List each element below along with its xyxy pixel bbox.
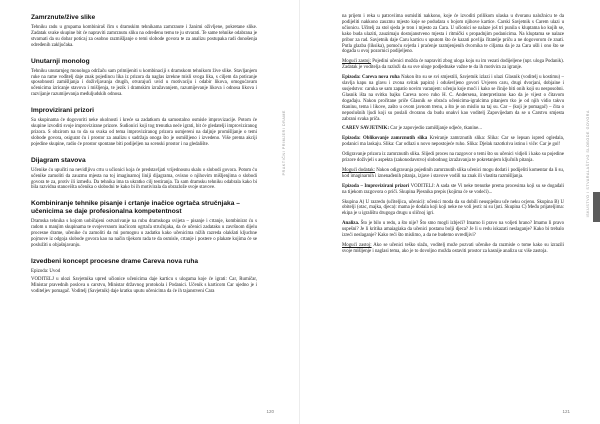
body-paragraph: Tehniku unutarnjeg monologa održaču sam primijeniti u kombinaciji s dramskom tehnikom žive slike. Stavljanjem ruke na rame vođitelj daje znak pojedincu lika iz prizora da naglas izrekne misli svoga lika, s ciljem da poticanje sposobnosti zamišljanja i doživljavanja drugih, otvarajući uvid u motivaciju i odabir likova, omogućavam učenicima izricanje stavova i mišljenja, te jezik i dramskim izražavanjem, razumijevanje likova i odnosa likova i razvijanje razumijevanja međuljudskih odnosa. bbox=[31, 68, 257, 98]
text-block bbox=[342, 152, 564, 164]
body-paragraph: Dramska tehnika s kojom uobičajeni ostvarivanje na rubu dramskoga svijeta – pisanje i crtanje, kombinirat ću s radom u manjim skupinama te svojevrsnom inačicom ogrtača stručnjaka, da će učenici zadataku u završnom dijelu procesne drame, učenike ću zamoliti da mi pomognu u zadatku kako učenicima nižih razreda olakšati kljuchne pojmove iz odgoja slobode govora kao na način tijekom rada te da osmisle, crtanje i postere o plakate kojima će se poslužiti u objašnjavanju. bbox=[31, 219, 257, 248]
section-heading: Izvedbeni koncept procesne drame Careva nova ruha bbox=[31, 257, 199, 265]
block-text: Car je zapovjedio zamišljanje odjeće, tkanine... bbox=[390, 126, 482, 132]
section-heading: Zamrznute/žive slike bbox=[31, 14, 96, 21]
block-label: Mogući dodatak: bbox=[342, 167, 375, 173]
text-block bbox=[342, 126, 564, 132]
section-heading: Improvizirani prizori bbox=[31, 107, 95, 115]
left-page-number: 120 bbox=[266, 409, 274, 414]
body-paragraph: VODITELJ u ulozi Savjetnika upred učionice učenicima daje karticu s ulogama koje će igrati: Car, Rumičar, Ministar pravednih poslova u carstvu, Ministar državnog protokola i Podanici. Učenik s karticom Car ujedno je i voditeljev pomagač. Voditelj (Savjetnik) daje kratku uputu učenicima da će ih tajanstveni Cara bbox=[31, 276, 257, 294]
block-label: Analiza. bbox=[342, 221, 360, 227]
text-block bbox=[342, 59, 564, 71]
right-page bbox=[300, 0, 600, 424]
text-block bbox=[342, 168, 564, 180]
block-text: Što je bilo u redu, a što nije? Što smo mogli izbjeći? Imamo li pravo na voljeti hrano? Imamo li pravo uspešni? Je li kritika amaiagiaka da učenici postanu bolji djeca? Je li u redu iskazati neslaganje? Kako bi trebalo izreći neslaganje? Kako reći što mislimo, a da ne budemo uvredljivi? bbox=[342, 221, 564, 239]
text-block bbox=[342, 243, 564, 255]
block-label: Epizoda: Oblikovanje zamrznutih slika bbox=[342, 136, 428, 142]
body-paragraph: Tehniku radu u grupama kombiniraš čim s dramskim tehnikama zamrznute i žanimi oživljene, pokretane slike. Zadatak svake skupine bit će napraviti zamrznutu sliku na određenu temu te ju stvarati. Te same tehnike odabrana je stvarnati da su dobar poticaj za osobno razmišljanje o temi slobode govora te za analizu postupaka radi donošenja određenih zaključaka. bbox=[31, 25, 257, 48]
body-paragraph: Epizoda: Uvod bbox=[31, 268, 61, 274]
block-text: Kreiranje zamrznutih slika: Slika: Car se lepsan ispred ogledala, podanici ma laskaju. Slika: Car odlazi u novo nepostojeće ruho. Slika: Djelak razotkriva istinu i viče: Car je gol! bbox=[342, 136, 565, 148]
block-text: na prijem i reka u patroviima osmisliti nakkono, koje će izvoditi prilikom ulaska u dvoranu naložnicu te da podijeliti nakkono zauzmu mjesto koje se podudara s bojom njihove kartice. Carski Savjetnik s Carem ulazi u učionicu. Učitelj za stol sjeda je tron i mjesto za Cara. U učionici se nalaze još tri punila s kluptama ko kojih se, kako buda ulaziti, zauzimaju dostojanstveno mjesta i ritmički s propadnjim podanicima. Na kluptama se nalaze pribor za rad. Savjetnik daje Caru karticu s uputom što će kazati povlija čitatelje priču a ne dogovorom će znati. Putla glazba (liksika), pomoću svjetla i praćenje razmjenjenih dvornika te ciljama da je za Cara ušli i ono što se događa u ovoj pozornici podijeljeno. bbox=[342, 14, 564, 55]
left-side-caption: PRAKTIČNI PRIMJERI DRAME bbox=[282, 110, 286, 176]
block-text: Ako se učenici teško slažu, voditelj može pozvati učenike da razmisle o tome kako su izrazili svoje mišljenje i naglasi tema, ako je to dovoljno možda ostaviti prostor za kasnije analizu uz više zastoja. bbox=[342, 243, 564, 254]
block-text: Pojedini učenici možda će napraviti zbog uloga koju su im vezati dodijeljene (npr. uloga Podanik). Zadatak je voditelja da razloži da su sve uloge podjednake važne te da ih motivira za igranje. bbox=[342, 59, 564, 71]
block-text: VODITELJ: A sada ste Vi neke trenutke prema procesima koji su se događali na tijekom razgovora o priči. Skupina Pjesnika prepis (kojima će se vodeći)... bbox=[342, 183, 564, 195]
block-text: Nakon što su se svi smjestili, Savjetnik izlazi i ulazi Glasnik (voditelj u kostimu) – slavlja kapu na glavu i zvona svitak papira) i oduševljeno govori Uvjeren caru, drugi dvorjani, dobjaine i susjedstvo: caruka se sam zapatio novim varanjem: učenju koje moći i kako se činije biti onih koji su nesposobni. Glasnik išta na svitku bajku Careva novo ruho H. C. Andersena, interpretirano kao da je vijest o čitavom događaju. Nakon pročitane priče Glasnik se obraća učenicima-igralcima pitanjem tko je od njih vidio takvu tkaninu, tema i likove, zašto u ovom javnom trenu, a što je on mislio na taj su. Car – (koji je pomagač) – čita o neposlušnih ljudi koji su poslali dvoranu da budu onakvi kao voditelj Zapovijedam da se u Carstvu smjesta zabrani svaka priča. bbox=[342, 75, 564, 122]
text-block bbox=[342, 14, 564, 55]
block-label: Mogući zastoj: bbox=[342, 59, 371, 65]
right-page-number: 121 bbox=[562, 409, 570, 414]
section-heading: Unutarnji monolog bbox=[31, 57, 90, 65]
text-block bbox=[342, 75, 564, 122]
right-page-column bbox=[342, 14, 564, 257]
text-block bbox=[342, 184, 564, 196]
text-block bbox=[342, 136, 564, 148]
block-label: Epizoda: Careva nova ruha bbox=[342, 75, 400, 81]
section-heading: Dijagram stavova bbox=[31, 156, 86, 164]
right-side-caption: ISKUSTVO I STVARALAŠTVO SLOBODE GOVORA bbox=[586, 110, 590, 218]
block-text: Odigravanje prizora iz zamrznutih slika. Slijedi proces na razgovor o temi što su učenici vidjeli i kako su pojedine prizore doživjeli s aspekta (zakonodavstvo) slobodnog izražavanja te pokretanjem ključnih pitanja. bbox=[342, 152, 564, 164]
body-paragraph: Sa skupinama će dogovoriti neke okolnosti i kreće sa zadatkom da samostalno osmisle improvizacije. Potom će skupine izvoditi svoje improvizirane prizore. Sudionici koji tog trenutka neće igrati, bit će gledatelji improviziranog prizora. S obzirom na to da su svaka od tema improviziranog prizora usmjereni na daljnje promišljanje o temi slobode govora, osigurat ću i prostor za analizu s sadržaja onoga što je osmišljeno i izvedeno. Više prema akciji pojedine skupine, radio će prostor spontane biti podijeljen na scenski prostor i na gledalište. bbox=[31, 118, 257, 147]
block-label: Mogući zastoj: bbox=[342, 243, 372, 248]
text-block bbox=[342, 221, 564, 239]
section-heading: Kombiniranje tehnike pisanje i crtanje inačice ogrtača stručnjaka – učenicima se daje profesionalna kompetentnost bbox=[31, 200, 240, 216]
block-label: CAREV SAVJETNIK: bbox=[342, 126, 390, 132]
left-page-column bbox=[31, 14, 257, 296]
block-text: Skupina A) U razredu (učiteljica, učenici): učenici moda da su dobili neuspješnu uče neku ocjenu. Skupina B) U obitelji (otac, majka, djeca): mama je dodala koji koji neke ne voli jesti: ni su ljuti. Skupina C) Među prijateljima: ekipa je u igralištu drugoga drugu u sličnoj igri. bbox=[342, 199, 564, 217]
thumb-index-tab bbox=[593, 192, 600, 222]
block-text: Nakon odigravanja pojedinih zamrznutih slika učenici mogu dodati i podijeliti komentar da li su, kod imaginarnih i iznenađenih pitanja, izjave i stavove vodili na znak ili vlastita razmišljanja. bbox=[342, 167, 564, 179]
block-label: Epizoda – Improvizirani prizori bbox=[342, 183, 410, 189]
body-paragraph: Učenike ću upučiti na nevidljivu crtu u učionici koja će predstavljati vrijednosnu skalu o slobodi govora. Potom ću učenike zamoliti da zauzmu mjesta na toj imaginarnoj liniji dijagrama, ovisno o njihovim mišljenjima o slobodi govora te za, protiv ili između. Da tehnika ima ta ukratko cilj testiranja. Ta sam dramsku tehniku odabrala kako bi bila razvidna stanovišta učenika o slobodni te kako bi ih motivirala da obrazlože svoje stavove. bbox=[31, 167, 257, 191]
text-block bbox=[342, 200, 564, 218]
